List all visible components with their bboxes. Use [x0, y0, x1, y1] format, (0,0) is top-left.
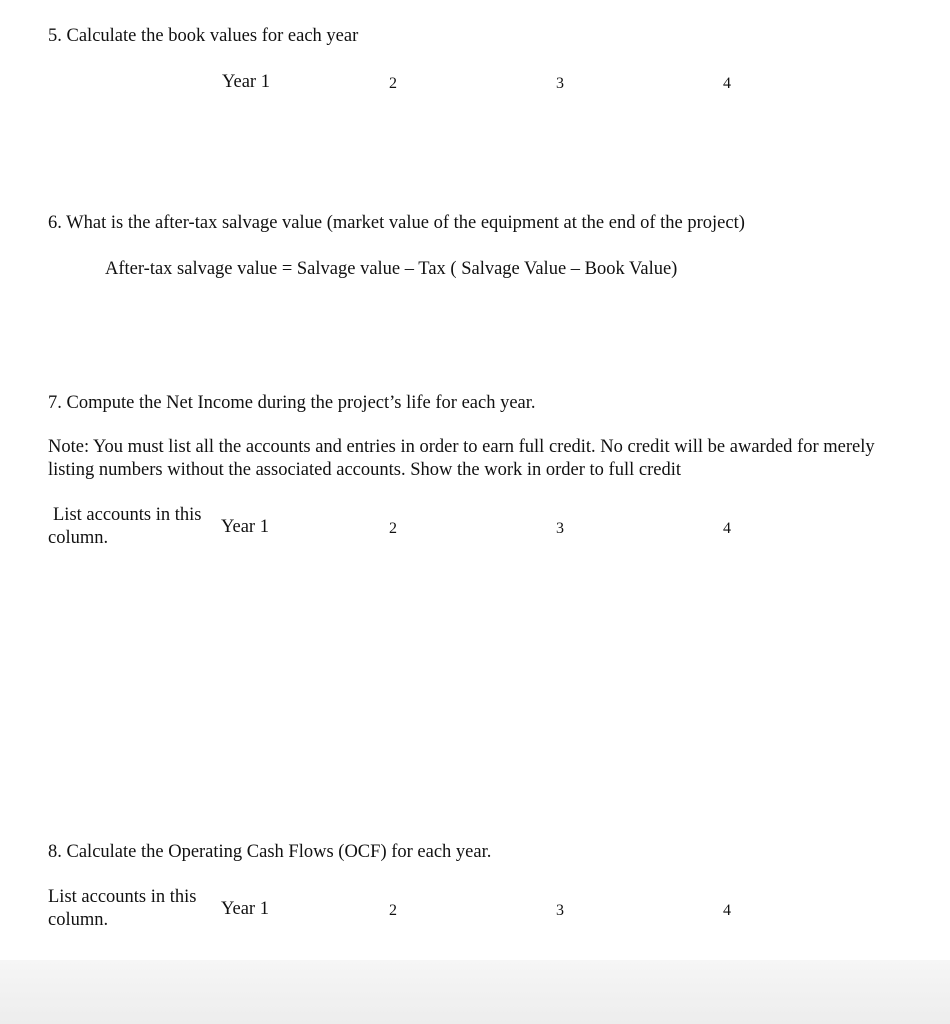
- q7-header-year3: 3: [556, 520, 564, 537]
- q5-header-year2: 2: [389, 75, 397, 92]
- q5-title: 5. Calculate the book values for each year: [48, 26, 359, 46]
- q7-note-line1: Note: You must list all the accounts and entries in order to earn full credit. No credit will be awarded for merely: [48, 437, 875, 457]
- q7-header-year2: 2: [389, 520, 397, 537]
- q8-header-year1: Year 1: [221, 899, 269, 919]
- q7-note-line2: listing numbers without the associated accounts. Show the work in order to full credit: [48, 460, 681, 480]
- q5-header-year4: 4: [723, 75, 731, 92]
- q7-title: 7. Compute the Net Income during the project’s life for each year.: [48, 393, 536, 413]
- q6-formula: After-tax salvage value = Salvage value – Tax ( Salvage Value – Book Value): [105, 259, 678, 279]
- q7-accounts-label-line1: List accounts in this: [53, 505, 202, 525]
- q8-accounts-label-line2: column.: [48, 910, 109, 930]
- q8-header-year4: 4: [723, 902, 731, 919]
- q7-header-year4: 4: [723, 520, 731, 537]
- viewer-bottom-area: [0, 960, 950, 1024]
- q7-header-year1: Year 1: [221, 517, 269, 537]
- q5-header-year3: 3: [556, 75, 564, 92]
- q8-header-year3: 3: [556, 902, 564, 919]
- q5-header-year1: Year 1: [222, 72, 270, 92]
- q6-title: 6. What is the after-tax salvage value (market value of the equipment at the end of the project): [48, 213, 745, 233]
- q7-accounts-label-line2: column.: [48, 528, 109, 548]
- q8-header-year2: 2: [389, 902, 397, 919]
- q8-accounts-label-line1: List accounts in this: [48, 887, 197, 907]
- q8-title: 8. Calculate the Operating Cash Flows (OCF) for each year.: [48, 842, 492, 862]
